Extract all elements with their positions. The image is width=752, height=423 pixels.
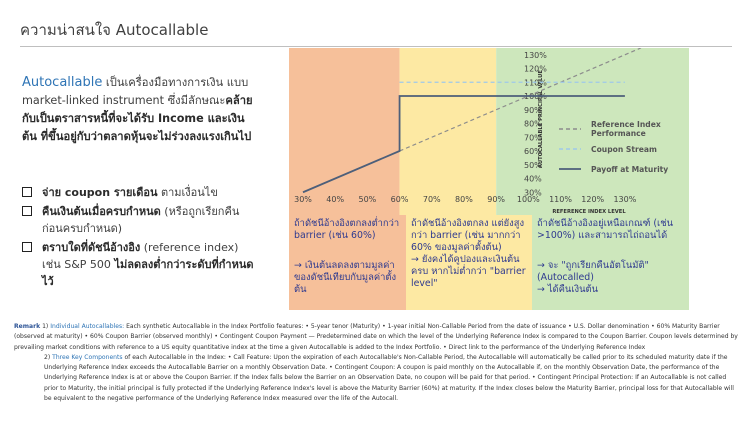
intro-accent: Autocallable bbox=[22, 75, 103, 90]
x-tick-label: 30% bbox=[294, 195, 312, 204]
scenario-outcome: → เงินต้นลดลงตามมูลค่าของดัชนีเทียบกับมูลค่าตั้งต้น bbox=[294, 260, 397, 295]
feature-strong: จ่าย coupon รายเดือน bbox=[42, 186, 158, 199]
x-tick-label: 40% bbox=[326, 195, 345, 204]
payoff-chart-svg bbox=[289, 48, 689, 215]
chart-region-1 bbox=[400, 48, 497, 215]
checkbox-square-icon bbox=[22, 187, 32, 197]
checkbox-square-icon bbox=[22, 206, 32, 216]
remark-1-heading: Individual Autocallables: bbox=[50, 323, 125, 330]
scenario-outcome: → ยังคงได้คูปองและเงินต้นครบ หากไม่ต่ำกว่า "barrier level" bbox=[411, 254, 526, 289]
y-tick-label: 100% bbox=[524, 92, 547, 101]
feature-text: (reference index) เช่น S&P 500 bbox=[42, 241, 239, 271]
remarks-footnote bbox=[14, 322, 742, 404]
remark-2-heading: Three Key Components bbox=[52, 353, 123, 361]
scenario-condition: ถ้าดัชนีอ้างอิงตกลงต่ำกว่า barrier (เช่น 60%) bbox=[294, 218, 400, 241]
y-tick-label: 50% bbox=[524, 160, 542, 170]
feature-strong: ตราบใดที่ดัชนีอ้างอิง bbox=[42, 241, 141, 254]
scenario-below-barrier bbox=[289, 215, 406, 310]
x-tick-label: 80% bbox=[455, 195, 473, 204]
x-tick-label: 90% bbox=[487, 195, 506, 204]
intro-text: เป็นเครื่องมือทางการเงิน แบบ market-linked instrument ซึ่งมีลักษณะ bbox=[22, 76, 249, 107]
feature-strong: คืนเงินต้นเมื่อครบกำหนด bbox=[42, 205, 161, 218]
intro-paragraph bbox=[22, 74, 254, 146]
x-tick-label: 100% bbox=[516, 195, 540, 204]
slide-title: ความน่าสนใจ Autocallable bbox=[20, 21, 209, 39]
legend-label: Reference Index bbox=[591, 120, 661, 129]
chart-region-0 bbox=[289, 48, 400, 215]
y-tick-label: 70% bbox=[524, 133, 542, 143]
feature-text: ตามเงื่อนไข bbox=[157, 186, 218, 199]
intro-strong: คล้ายกับเป็นตราสารหนี้ที่จะได้รับ Income และเงินต้น ที่ขึ้นอยู่กับว่าตลาดหุ้นจะไม่ร่วงลงแรงเกินไป bbox=[22, 94, 253, 143]
checkbox-square-icon bbox=[22, 242, 32, 252]
remark-1-number: 1) bbox=[40, 323, 51, 330]
x-tick-label: 110% bbox=[549, 195, 572, 204]
legend-label: Payoff at Maturity bbox=[591, 165, 669, 174]
feature-item-principal bbox=[20, 203, 260, 237]
scenario-above-barrier bbox=[406, 215, 532, 310]
scenario-autocalled bbox=[532, 215, 689, 310]
x-axis-label: REFERENCE INDEX LEVEL bbox=[552, 209, 626, 215]
y-tick-label: 120% bbox=[524, 64, 547, 74]
y-tick-label: 90% bbox=[524, 105, 542, 115]
scenario-condition: ถ้าดัชนีอ้างอิงตกลง แต่ยังสูงกว่า barrier (เช่น มากกว่า 60% ของมูลค่าตั้งต้น) bbox=[411, 218, 525, 253]
y-axis-label: AUTOCALLABLE PRINCIPAL VALUE bbox=[538, 70, 544, 168]
x-tick-label: 130% bbox=[613, 195, 637, 204]
feature-item-condition bbox=[20, 239, 260, 290]
title-divider bbox=[20, 46, 732, 47]
remark-2-number: 2) bbox=[44, 353, 53, 361]
y-tick-label: 30% bbox=[524, 188, 542, 198]
x-tick-label: 120% bbox=[581, 195, 605, 204]
y-tick-label: 80% bbox=[524, 119, 542, 129]
feature-text: (หรือถูกเรียกคืนก่อนครบกำหนด) bbox=[42, 205, 240, 235]
remark-2-text: of each Autocallable in the Index: • Call Feature: Upon the expiration of each Autocallable's Non-Callable Period, the Autocallable will automatically be called prior to its scheduled maturity date if the Underlying Reference Index exceeds the Autocallable Barrier on a monthly Observation Date. • Contingent Coupon: A coupon is paid monthly on the Autocallable if, on the monthly Observation Date, the performance of the Underlying Reference Index is at or above the Coupon Barrier. If the Index falls below the Barrier on an Observation Date, no coupon will be paid for that period. • Contingent Principal Protection: If an Autocallable is not called prior to Maturity, the initial principal is fully protected if the Underlying Reference Index's level is above the Maturity Barrier (60%) at maturity. If the Index closes below the Maturity Barrier, principal loss for that Autocallable will be equivalent to the negative performance of the Underlying Reference Index measured over the life of the Autocall. bbox=[44, 353, 734, 403]
remark-label: Remark bbox=[14, 323, 41, 330]
feature-item-coupon bbox=[20, 184, 260, 201]
x-tick-label: 50% bbox=[358, 195, 377, 204]
remark-1-text: Each synthetic Autocallable in the Index Portfolio features: • 5-year tenor (Maturity) • 1-year initial Non-Callable Period from the date of issuance • U.S. Dollar denomination • 60% Maturity Barrier (observed at maturity) • 60% Coupon Barrier (observed monthly) • Contingent Coupon Payment — Predetermined date on which the level of the Underlying Reference Index is compared to the Coupon Barrier. Coupon levels determined by prevailing market conditions with reference to a US equity quantitative index at the time a given Autocallable is added to the Index Portfolio. • Direct link to the performance of the Underlying Reference Index bbox=[14, 323, 738, 351]
y-tick-label: 130% bbox=[524, 50, 547, 60]
x-tick-label: 70% bbox=[422, 195, 441, 204]
feature-strong-2: ไม่ลดลงต่ำกว่าระดับที่กำหนดไว้ bbox=[42, 258, 254, 288]
legend-label: Coupon Stream bbox=[591, 145, 657, 154]
remark-1 bbox=[14, 322, 742, 353]
legend-label-cont: Performance bbox=[591, 129, 646, 138]
x-tick-label: 60% bbox=[390, 195, 409, 204]
scenario-outcome: → จะ "ถูกเรียกคืนอัตโนมัติ" (Autocalled) bbox=[537, 260, 649, 283]
remark-2 bbox=[14, 353, 742, 404]
y-tick-label: 60% bbox=[524, 147, 542, 156]
feature-list bbox=[20, 184, 260, 292]
scenario-outcome-2: → ได้คืนเงินต้น bbox=[537, 284, 599, 295]
y-tick-label: 110% bbox=[524, 78, 547, 88]
scenario-condition: ถ้าดัชนีอ้างอิงอยู่เหนือเกณฑ์ (เช่น >100%) และสามารถไถ่ถอนได้ bbox=[537, 218, 674, 241]
payoff-chart bbox=[289, 48, 689, 215]
y-tick-label: 40% bbox=[524, 174, 542, 184]
